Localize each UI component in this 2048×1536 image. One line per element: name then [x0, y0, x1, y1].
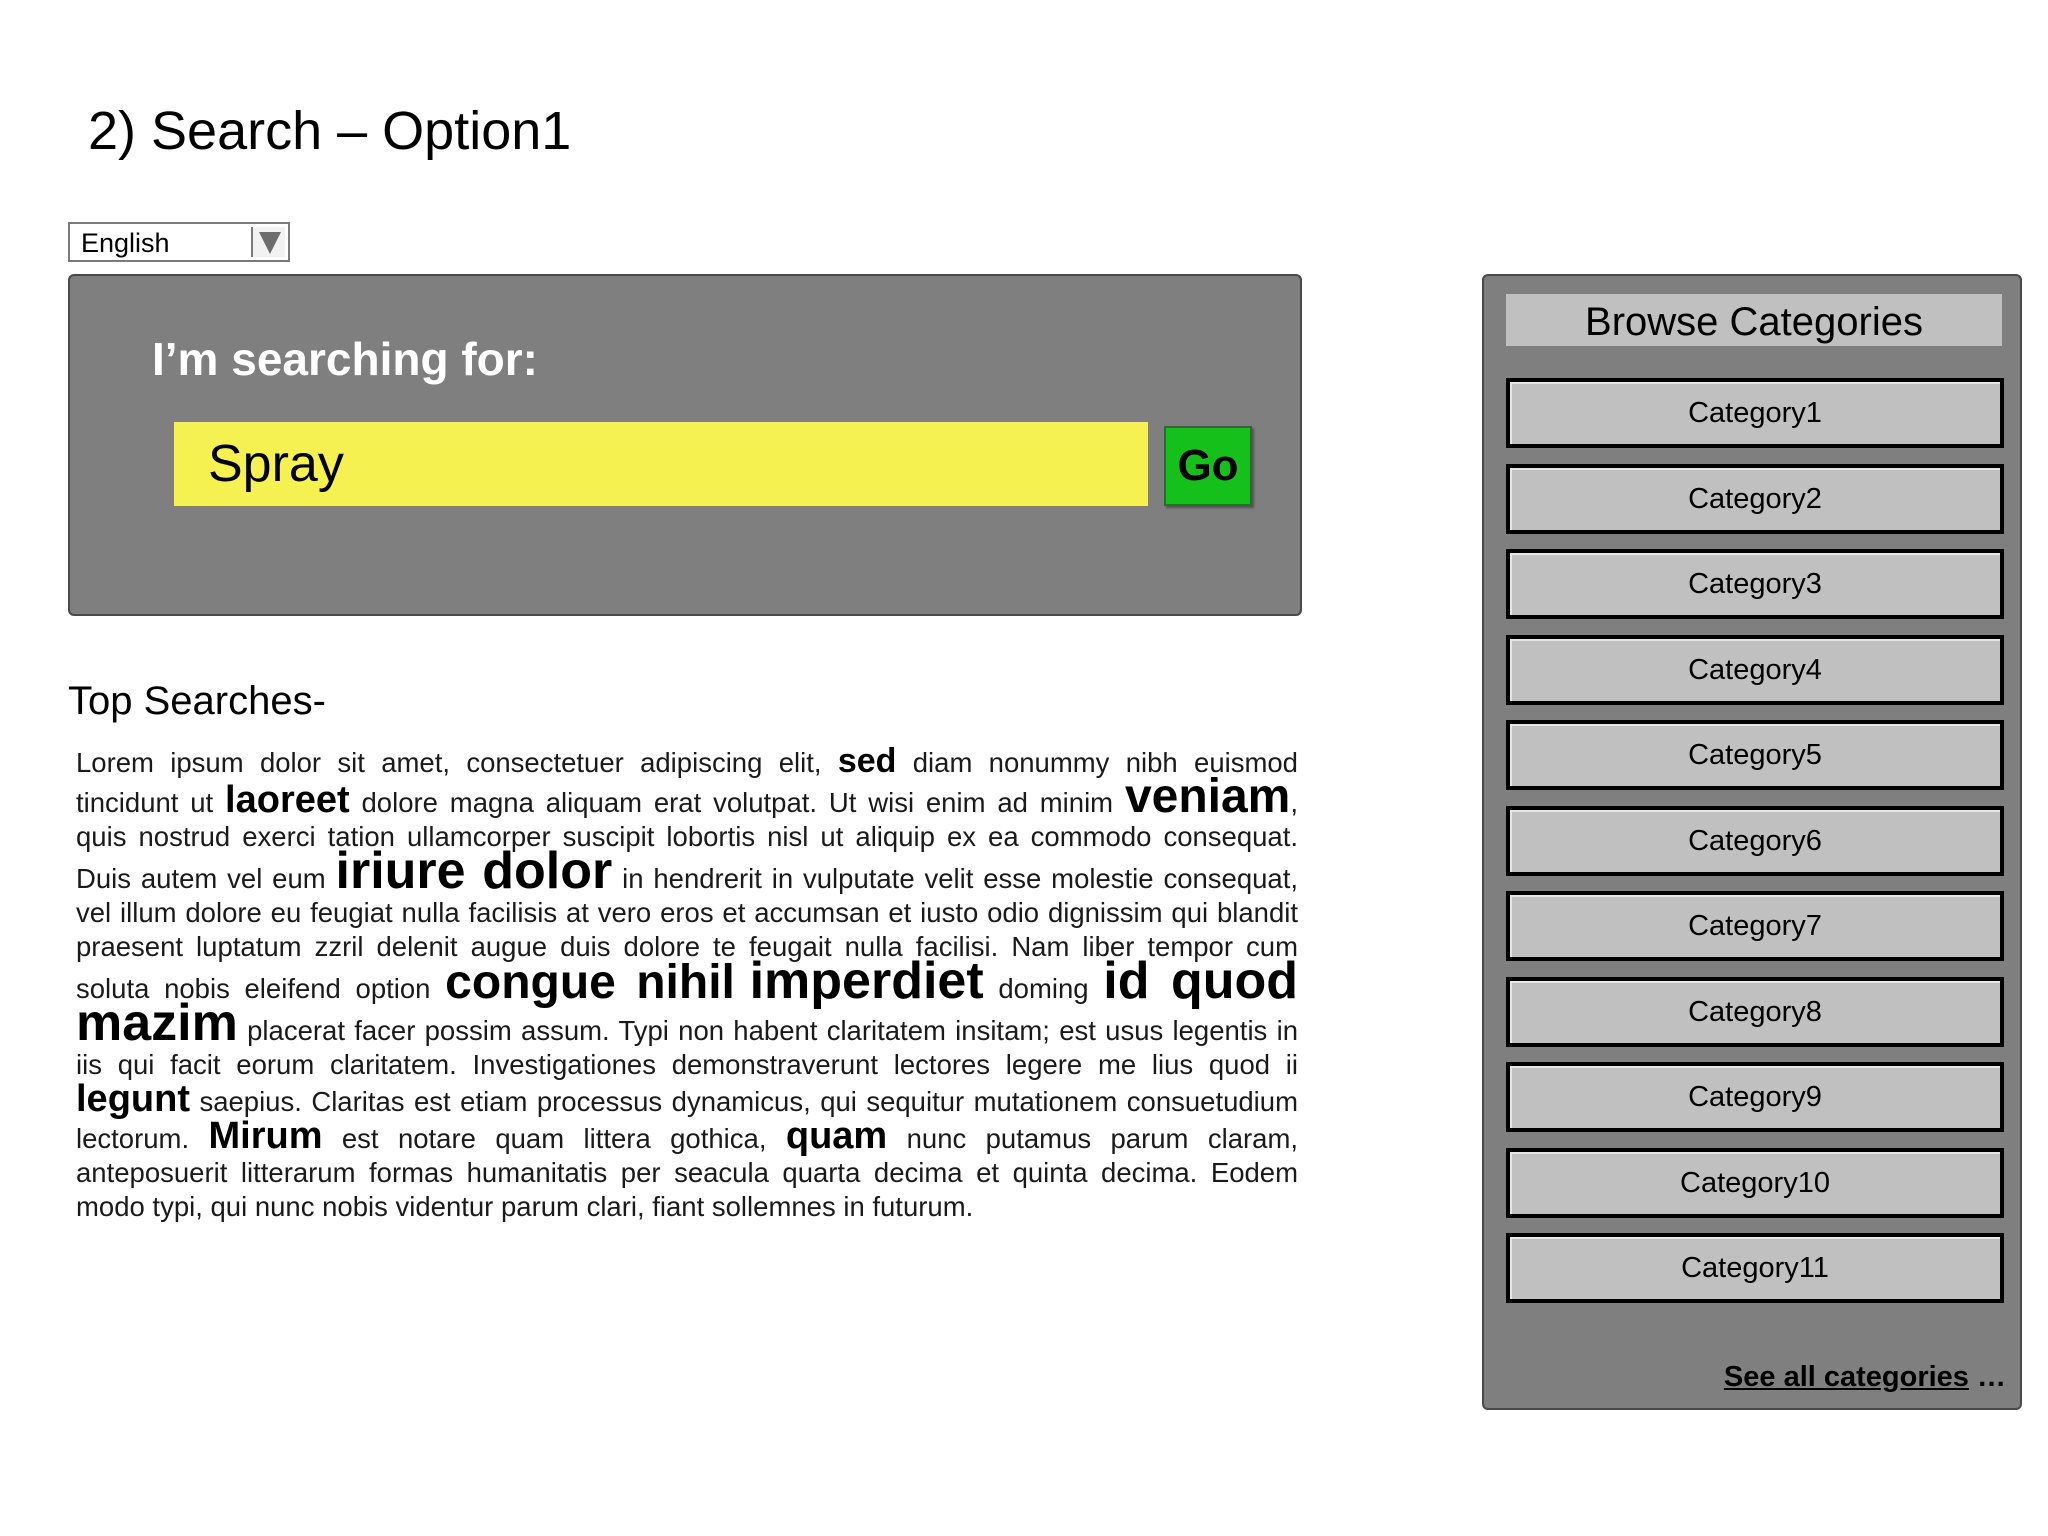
category-button-7[interactable]: Category7	[1506, 891, 2004, 961]
tag-cloud-text: nunc putamus parum claram, anteposuerit litterarum formas humanitatis per seacula quarta decima et quinta decima. Eodem modo typi, qui nunc nobis videntur parum clari, fiant sollemnes in futurum.	[76, 1123, 1298, 1222]
category-button-4[interactable]: Category4	[1506, 635, 2004, 705]
go-button[interactable]: Go	[1164, 426, 1252, 506]
category-button-6[interactable]: Category6	[1506, 806, 2004, 876]
category-button-3[interactable]: Category3	[1506, 549, 2004, 619]
search-term-link[interactable]: quam	[785, 1115, 888, 1157]
top-searches-heading: Top Searches-	[68, 679, 326, 723]
category-button-9[interactable]: Category9	[1506, 1062, 2004, 1132]
search-term-link[interactable]: Mirum	[208, 1115, 323, 1157]
language-select[interactable]	[68, 222, 290, 262]
tag-cloud-text: , quis nostrud exerci tation ullamcorper suscipit lobortis nisl ut aliquip ex ea commodo consequat. Duis autem vel eum	[76, 787, 1298, 894]
category-button-8[interactable]: Category8	[1506, 977, 2004, 1047]
search-term-link[interactable]: sed	[837, 742, 897, 780]
see-all-categories-link[interactable]: See all categories	[1723, 1361, 1969, 1393]
search-term-link[interactable]: veniam	[1124, 770, 1291, 823]
see-all-categories	[1724, 1361, 2006, 1394]
tag-cloud-text: in hendrerit in vulputate velit esse molestie consequat, vel illum dolore eu feugiat nulla facilisis at vero eros et accumsan et iusto odio dignissim qui blandit praesent luptatum zzril delenit augue duis dolore te feugait nulla facilisi. Nam liber tempor cum soluta nobis eleifend option	[76, 863, 1298, 1004]
search-label: I’m searching for:	[152, 333, 538, 385]
browse-categories-panel	[1482, 274, 2022, 1410]
search-term-link[interactable]: imperdiet	[749, 952, 984, 1010]
search-term-link[interactable]: iriure dolor	[335, 842, 613, 900]
see-all-ellipsis: …	[1968, 1361, 2006, 1393]
top-searches-tag-cloud	[76, 744, 1298, 1224]
category-button-1[interactable]: Category1	[1506, 378, 2004, 448]
search-term-link[interactable]: id quod mazim	[76, 952, 1299, 1052]
search-input[interactable]	[174, 422, 1148, 506]
tag-cloud-text	[735, 973, 750, 1004]
category-button-2[interactable]: Category2	[1506, 464, 2004, 534]
tag-cloud-text: placerat facer possim assum. Typi non habent claritatem insitam; est usus legentis in iis qui facit eorum claritatem. Investigationes demonstraverunt lectores legere me lius quod ii	[76, 1015, 1298, 1080]
tag-cloud-text: diam nonummy nibh euismod tincidunt ut	[76, 747, 1298, 818]
category-button-11[interactable]: Category11	[1506, 1233, 2004, 1303]
category-button-10[interactable]: Category10	[1506, 1148, 2004, 1218]
search-term-link[interactable]: laoreet	[225, 779, 350, 821]
search-term-link[interactable]: congue nihil	[445, 956, 735, 1009]
category-button-5[interactable]: Category5	[1506, 720, 2004, 790]
search-panel	[68, 274, 1302, 616]
tag-cloud-text: est notare quam littera gothica,	[322, 1123, 786, 1154]
search-term-link[interactable]: legunt	[76, 1078, 190, 1120]
chevron-down-icon[interactable]	[251, 227, 285, 257]
browse-categories-title: Browse Categories	[1506, 294, 2002, 346]
tag-cloud-text: doming	[983, 973, 1104, 1004]
tag-cloud-text: saepius. Claritas est etiam processus dynamicus, qui sequitur mutationem consuetudium lectorum.	[76, 1086, 1298, 1154]
language-select-value: English	[81, 228, 170, 258]
tag-cloud-text: dolore magna aliquam erat volutpat. Ut wisi enim ad minim	[349, 787, 1125, 818]
category-list	[1506, 378, 2004, 1319]
page-title: 2) Search – Option1	[88, 101, 572, 161]
tag-cloud-text: Lorem ipsum dolor sit amet, consectetuer adipiscing elit,	[76, 747, 838, 778]
